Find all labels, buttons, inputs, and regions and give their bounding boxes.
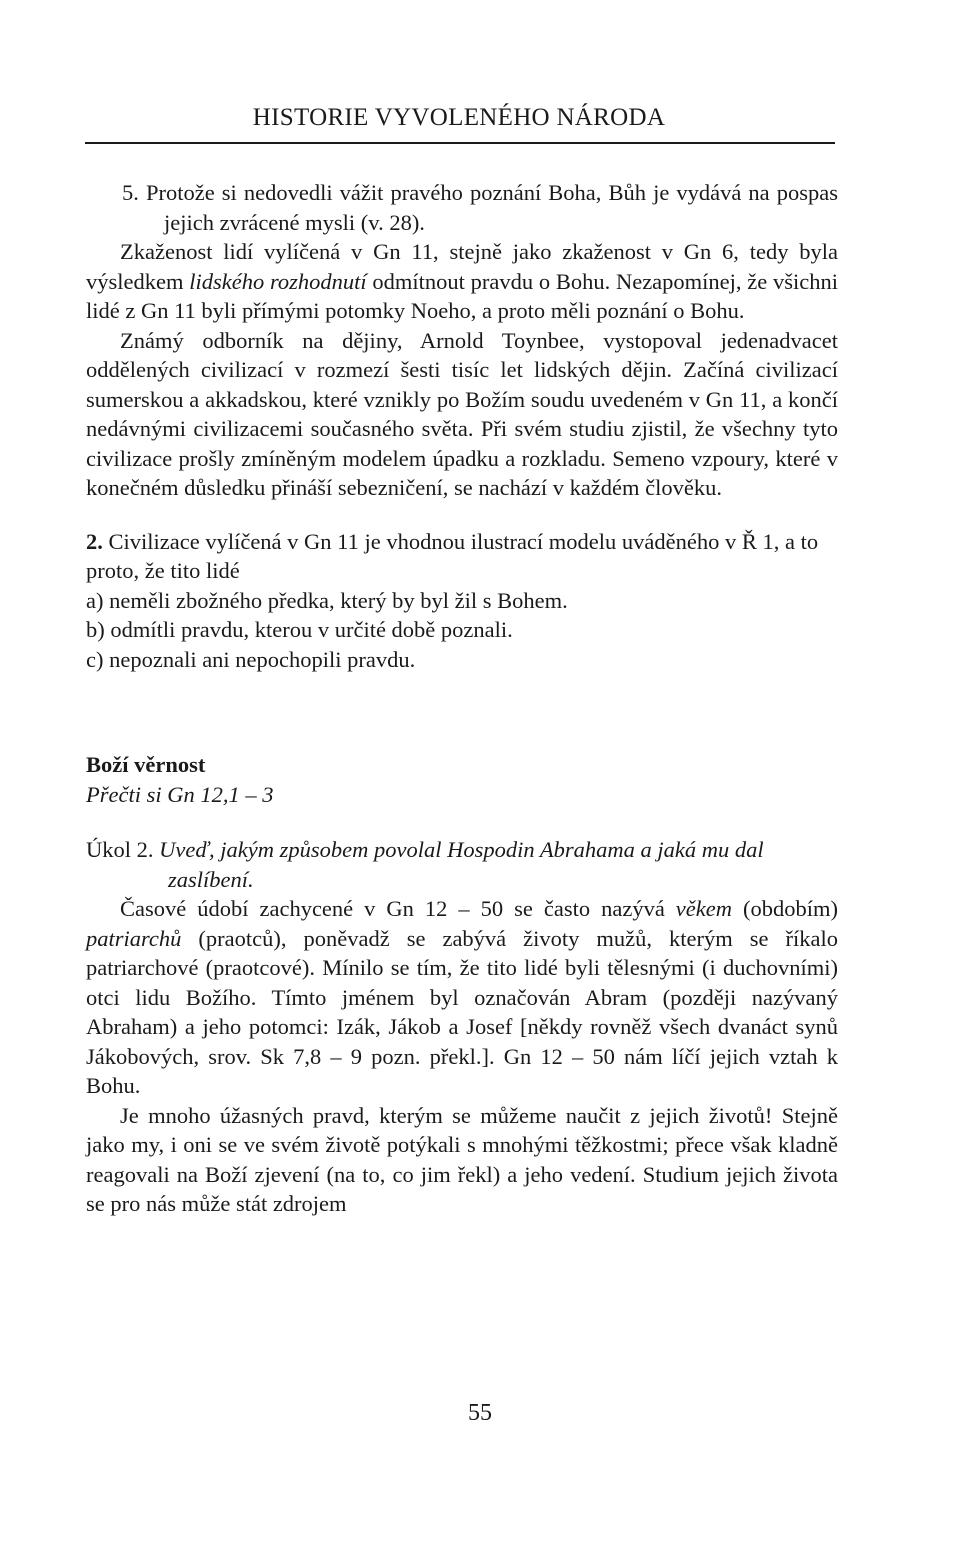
task-2-label: Úkol 2. bbox=[86, 837, 160, 862]
paragraph-1 bbox=[86, 237, 838, 326]
page-body bbox=[86, 178, 838, 1219]
paragraph-1-text-a: Zkaženost lidí vylíčená v Gn 11, stejně jako zkaženost v Gn 6, tedy byla výsledkem bbox=[86, 239, 838, 294]
paragraph-3-emphasis-1: věkem bbox=[675, 896, 732, 921]
task-2 bbox=[86, 835, 838, 894]
page-number: 55 bbox=[468, 1400, 492, 1426]
paragraph-3 bbox=[86, 894, 838, 1101]
header-rule bbox=[85, 142, 835, 144]
spacer bbox=[86, 809, 838, 835]
paragraph-3-text-b: (obdobím) bbox=[732, 896, 838, 921]
question-2-number: 2. bbox=[86, 528, 103, 554]
paragraph-1-emphasis: lidského rozhodnutí bbox=[189, 268, 367, 294]
spacer bbox=[86, 503, 838, 527]
paragraph-1-text-b: odmítnout pravdu o Bohu. Nezapomínej, že všichni lidé z Gn 11 byli přímými potomky Noeho, a proto měli poznání o Bohu. bbox=[86, 268, 838, 323]
section-heading: Boží věrnost bbox=[86, 752, 206, 777]
spacer bbox=[86, 674, 838, 750]
task-2-text: Uveď, jakým způsobem povolal Hospodin Abrahama a jaká mu dal zaslíbení. bbox=[159, 837, 764, 892]
paragraph-3-text-a: Časové údobí zachycené v Gn 12 – 50 se často nazývá bbox=[120, 896, 676, 921]
paragraph-3-emphasis-2: patriarchů bbox=[86, 925, 182, 951]
question-2-option-a: a) neměli zbožného předka, který by byl žil s Bohem. bbox=[86, 587, 568, 613]
question-2-option-b: b) odmítli pravdu, kterou v určité době poznali. bbox=[86, 617, 513, 642]
section-reading: Přečti si Gn 12,1 – 3 bbox=[86, 781, 274, 807]
paragraph-2: Známý odborník na dějiny, Arnold Toynbee, vystopoval jedenadvacet oddělených civilizací v rozmezí šesti tisíc let lidských dějin. Začíná civilizací sumerskou a akkadskou, které vznikly po Božím soudu uvedeném v Gn 11, a končí nedávnými civilizacemi současného světa. Při svém studiu zjistil, že všechny tyto civilizace prošly zmíněným modelem úpadku a rozkladu. Semeno vzpoury, které v konečném důsledku přináší sebezničení, se nachází v každém člověku. bbox=[86, 327, 838, 500]
paragraph-4: Je mnoho úžasných pravd, kterým se můžeme naučit z jejich životů! Stejně jako my, i oni se ve svém životě potýkali s mnohými těžkostmi; přece však kladně reagovali na Boží zjevení (na to, co jim řekl) a jeho vedení. Studium jejich života se pro nás může stát zdrojem bbox=[86, 1102, 838, 1216]
point-5: 5. Protože si nedovedli vážit pravého poznání Boha, Bůh je vydává na pospas jejich zvrácené mysli (v. 28). bbox=[122, 180, 838, 235]
question-2 bbox=[86, 527, 838, 586]
paragraph-3-text-c: (praotců), poněvadž se zabývá životy mužů, kterým se říkalo patriarchové (praotcové). Mínilo se tím, že tito lidé byli tělesnými (i duchovními) otci lidu Božího. Tímto jménem byl označován Abram (později nazývaný Abraham) a jeho potomci: Izák, Jákob a Josef [někdy rovněž všech dvanáct synů Jákobových, srov. Sk 7,8 – 9 pozn. překl.]. Gn 12 – 50 nám líčí jejich vztah k Bohu. bbox=[86, 925, 838, 1098]
question-2-option-c: c) nepoznali ani nepochopili pravdu. bbox=[86, 646, 416, 672]
running-header: HISTORIE VYVOLENÉHO NÁRODA bbox=[252, 104, 666, 131]
question-2-text: Civilizace vylíčená v Gn 11 je vhodnou ilustrací modelu uváděného v Ř 1, a to proto, že tito lidé bbox=[86, 528, 819, 583]
